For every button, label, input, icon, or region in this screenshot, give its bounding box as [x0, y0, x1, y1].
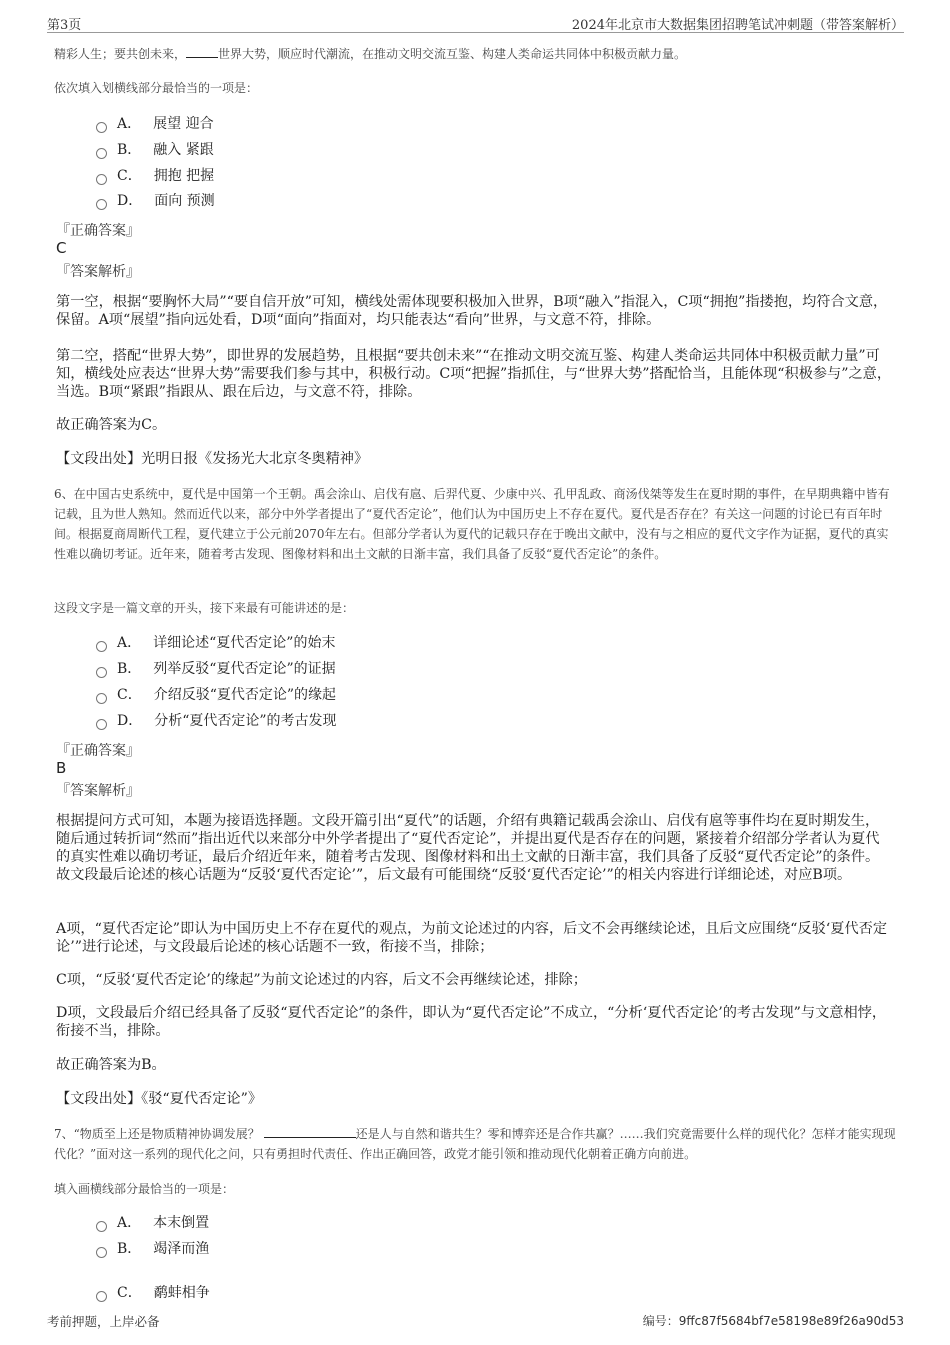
q7-prompt: 填入画横线部分最恰当的一项是：: [54, 1182, 235, 1196]
q5-analysis-p2: 第二空，搭配“世界大势”，即世界的发展趋势，且根据“要共创未来”“在推动文明交流互鉴、构建人类命运共同体中积极贡献力量”可知，横线处应表达“世界大势”需要我们参与其中，积极行动。C项“把握”指抓住，与“世界大势”搭配恰当，且能体现“积极参与”之意，当选。B项“紧跟”指跟从、跟在后边，与文意不符，排除。: [56, 348, 892, 400]
radio-icon[interactable]: [96, 1247, 107, 1258]
radio-icon[interactable]: [96, 719, 107, 730]
q5-option-a[interactable]: A． 展望 迎合: [96, 114, 214, 134]
radio-icon[interactable]: [96, 641, 107, 652]
q5-answer-label: 『正确答案』: [56, 223, 140, 239]
page-number: 第3页: [47, 18, 82, 33]
q6-option-c[interactable]: C． 介绍反驳“夏代否定论”的缘起: [96, 685, 336, 705]
radio-icon[interactable]: [96, 1221, 107, 1232]
q6-option-b[interactable]: B． 列举反驳“夏代否定论”的证据: [96, 659, 336, 679]
radio-icon[interactable]: [96, 122, 107, 133]
q6-analysis-p5: 故正确答案为B。: [56, 1057, 166, 1073]
fill-blank: [264, 1125, 356, 1138]
q6-answer: B: [56, 759, 67, 777]
q7-option-c[interactable]: C． 鹬蚌相争: [96, 1283, 210, 1303]
q6-analysis-p1: 根据提问方式可知，本题为接语选择题。文段开篇引出“夏代”的话题，介绍有典籍记载禹会涂山、启伐有扈等事件均在夏时期发生，随后通过转折词“然而”指出近代以来部分中外学者提出了“夏代否定论”，并提出夏代是否存在的问题，紧接着介绍部分学者认为夏代的真实性难以确切考证，最后介绍近年来，随着考古发现、图像材料和出土文献的日渐丰富，我们具备了反驳“夏代否定论”的条件。故文段最后论述的核心话题为“反驳‘夏代否定论’”，后文最有可能围绕“反驳‘夏代否定论’”的相关内容进行详细论述，对应B项。: [56, 813, 880, 883]
radio-icon[interactable]: [96, 693, 107, 704]
q5-option-d[interactable]: D． 面向 预测: [96, 191, 215, 211]
q7-option-a[interactable]: A． 本末倒置: [96, 1213, 209, 1233]
fill-blank: [186, 45, 218, 58]
q6-analysis-label: 『答案解析』: [56, 783, 140, 799]
q6-prompt: 这段文字是一篇文章的开头，接下来最有可能讲述的是：: [54, 601, 355, 615]
q5-answer: C: [56, 239, 67, 257]
q6-analysis-p3: C项，“反驳‘夏代否定论’的缘起”为前文论述过的内容，后文不会再继续论述，排除；: [56, 972, 587, 988]
q5-analysis-label: 『答案解析』: [56, 264, 140, 280]
radio-icon[interactable]: [96, 199, 107, 210]
q6-option-a[interactable]: A． 详细论述“夏代否定论”的始末: [96, 633, 335, 653]
radio-icon[interactable]: [96, 174, 107, 185]
q5-passage: 精彩人生；要共创未来， 世界大势，顺应时代潮流，在推动文明交流互鉴、构建人类命运共同体中积极贡献力量。: [54, 47, 687, 61]
document-title: 2024年北京市大数据集团招聘笔试冲刺题（带答案解析）: [571, 18, 904, 33]
page-header: [47, 12, 904, 33]
q5-source: 【文段出处】光明日报《发扬光大北京冬奥精神》: [56, 451, 369, 467]
q6-analysis-p4: D项，文段最后介绍已经具备了反驳“夏代否定论”的条件，即认为“夏代否定论”不成立，“分析‘夏代否定论’的考古发现”与文意相悖，衔接不当，排除。: [56, 1005, 887, 1039]
q6-option-d[interactable]: D． 分析“夏代否定论”的考古发现: [96, 711, 337, 731]
q6-source: 【文段出处】《驳“夏代否定论”》: [56, 1091, 263, 1107]
radio-icon[interactable]: [96, 148, 107, 159]
q6-passage: 6、在中国古史系统中，夏代是中国第一个王朝。禹会涂山、启伐有扈、后羿代夏、少康中兴、孔甲乱政、商汤伐桀等发生在夏时期的事件，在早期典籍中皆有记载，且为世人熟知。然而近代以来，部分中外学者提出了“夏代否定论”，他们认为中国历史上不存在夏代。夏代是否存在？有关这一问题的讨论已有百年时间。根据夏商周断代工程，夏代建立于公元前2070年左右。但部分学者认为夏代的记载只存在于晚出文献中，没有与之相应的夏代文字作为证据，夏代的真实性难以确切考证。近年来，随着考古发现、图像材料和出土文献的日渐丰富，我们具备了反驳“夏代否定论”的条件。: [54, 487, 890, 561]
q5-option-c[interactable]: C． 拥抱 把握: [96, 166, 214, 186]
document-id: 编号：9ffc87f5684bf7e58198e89f26a90d53: [642, 1314, 904, 1328]
q6-analysis-p2: A项，“夏代否定论”即认为中国历史上不存在夏代的观点，为前文论述过的内容，后文不会再继续论述，且后文应围绕“反驳‘夏代否定论’”进行论述，与文段最后论述的核心话题不一致，衔接不当，排除；: [56, 921, 888, 955]
q5-prompt: 依次填入划横线部分最恰当的一项是：: [54, 81, 259, 95]
q5-option-b[interactable]: B． 融入 紧跟: [96, 140, 214, 160]
q5-analysis-p1: 第一空，根据“要胸怀大局”“要自信开放”可知，横线处需体现要积极加入世界，B项“融入”指混入，C项“拥抱”指搂抱，均符合文意，保留。A项“展望”指向远处看，D项“面向”指面对，均只能表达“看向”世界，与文意不符，排除。: [56, 294, 888, 328]
q7-passage: 7、“物质至上还是物质精神协调发展？ 还是人与自然和谐共生？零和博弈还是合作共赢？……我们究竟需要什么样的现代化？怎样才能实现现代化？”面对这一系列的现代化之问，只有勇担时代责任、作出正确回答，政党才能引领和推动现代化朝着正确方向前进。: [54, 1127, 896, 1161]
q7-option-b[interactable]: B． 竭泽而渔: [96, 1239, 209, 1259]
q6-answer-label: 『正确答案』: [56, 743, 140, 759]
radio-icon[interactable]: [96, 1291, 107, 1302]
radio-icon[interactable]: [96, 667, 107, 678]
footer-slogan: 考前押题，上岸必备: [47, 1314, 160, 1329]
q5-analysis-p3: 故正确答案为C。: [56, 417, 167, 433]
